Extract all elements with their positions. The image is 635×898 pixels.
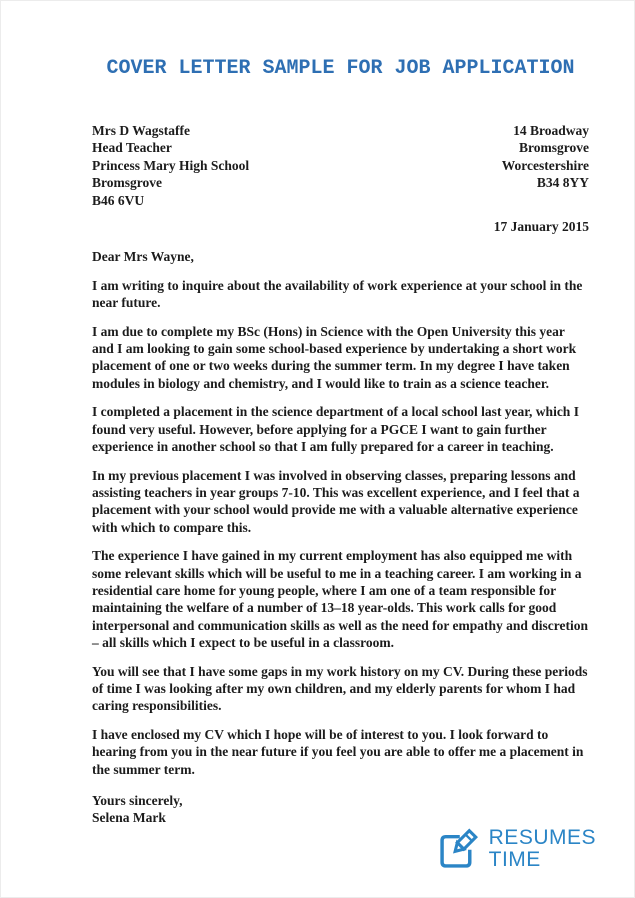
pencil-square-icon	[439, 828, 479, 870]
resumes-time-logo[interactable]	[439, 827, 596, 871]
sender-street: 14 Broadway	[513, 123, 589, 138]
sender-county: Worcestershire	[501, 157, 589, 173]
closing-phrase: Yours sincerely,	[92, 793, 183, 808]
logo-line-time: TIME	[488, 848, 541, 871]
paragraph-previous-placement: I completed a placement in the science department of a local school last year, which I found very useful. However, before applying for a PGCE I want to gain further experience in another school so that I am fully prepared for a career in teaching.	[92, 404, 579, 455]
paragraph-degree: I am due to complete my BSc (Hons) in Science with the Open University this year and I am looking to gain some school-based experience by undertaking a short work placement of one or two weeks during the summer term. In my degree I have taken modules in biology and chemistry, and I would like to train as a science teacher.	[92, 323, 577, 391]
sender-city: Bromsgrove	[519, 140, 589, 156]
paragraph-current-employment: The experience I have gained in my current employment has also equipped me with some relevant skills which will be useful to me in a teaching career. I am working in a residential care home for young people, where I am one of a team responsible for maintaining the welfare of a number of 13–18 year-olds. This work calls for good interpersonal and communication skills as well as the need for empathy and discretion – all skills which I expect to be useful in a classroom.	[92, 548, 589, 651]
letter-content	[1, 1, 634, 827]
closing-block	[92, 792, 589, 827]
recipient-city: Bromsgrove	[92, 175, 162, 191]
logo-wordmark	[489, 827, 596, 871]
paragraph-enclosed-cv: I have enclosed my CV which I hope will be of interest to you. I look forward to hearing from you in the near future if you feel you are able to offer me a placement in the summer term.	[92, 726, 584, 777]
recipient-title: Head Teacher	[92, 140, 172, 156]
signature-name: Selena Mark	[92, 810, 166, 826]
sender-postcode: B34 8YY	[536, 175, 589, 191]
recipient-postcode: B46 6VU	[92, 192, 145, 208]
paragraph-observing-classes: In my previous placement I was involved in observing classes, preparing lessons and assisting teachers in year groups 7-10. This was excellent experience, and I feel that a placement with your school would provide me with a valuable alternative experience with which to compare this.	[92, 467, 580, 535]
letter-date: 17 January 2015	[493, 219, 589, 235]
sender-address	[502, 122, 589, 209]
recipient-organization: Princess Mary High School	[92, 157, 250, 173]
recipient-address	[92, 122, 249, 209]
address-block	[92, 122, 589, 209]
recipient-name: Mrs D Wagstaffe	[92, 123, 190, 138]
salutation: Dear Mrs Wayne,	[92, 249, 194, 265]
paragraph-intro: I am writing to inquire about the availability of work experience at your school in the near future.	[92, 277, 583, 311]
logo-line-resumes: RESUMES	[488, 826, 596, 849]
page-title: COVER LETTER SAMPLE FOR JOB APPLICATION	[106, 57, 575, 80]
paragraph-cv-gaps: You will see that I have some gaps in my work history on my CV. During these periods of time I was looking after my own children, and my elderly parents for whom I had caring responsibilities.	[92, 663, 588, 714]
